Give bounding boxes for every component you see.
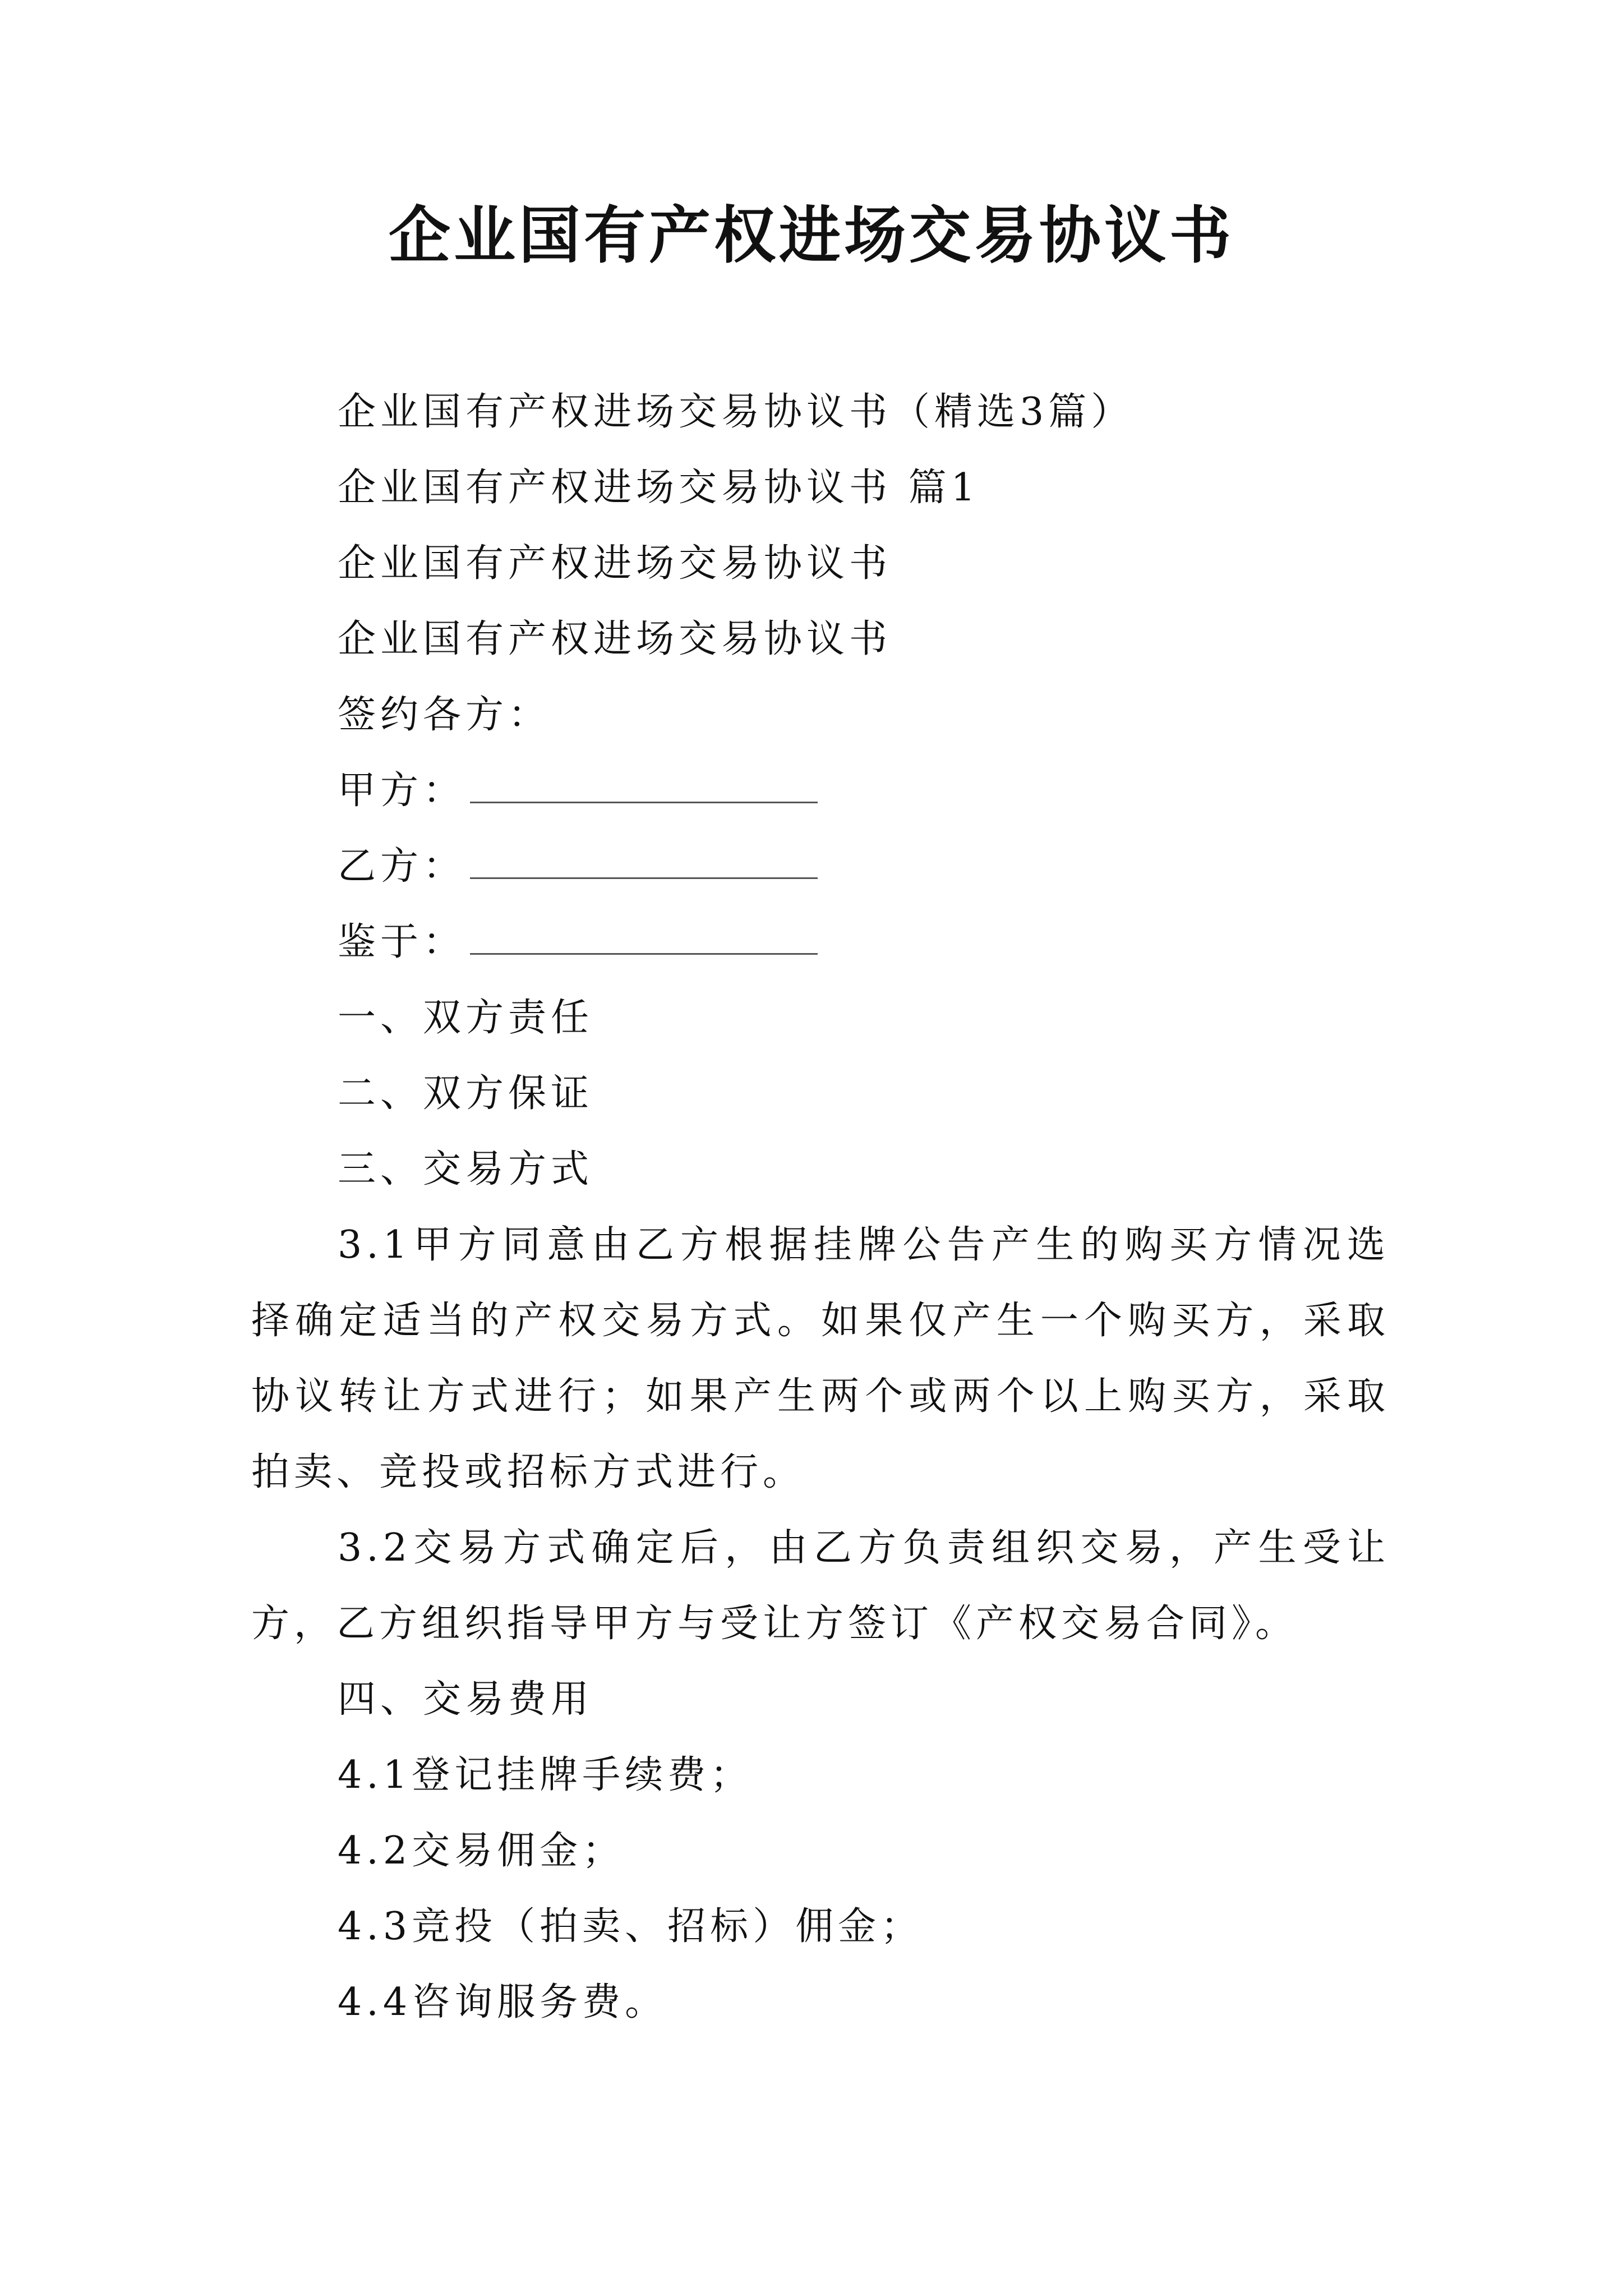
party-a-label: 甲方： bbox=[338, 769, 466, 813]
section-heading: 二、双方保证 bbox=[338, 1071, 594, 1116]
party-b-label: 乙方： bbox=[338, 844, 466, 889]
clause-4-1: 4.1登记挂牌手续费； bbox=[338, 1753, 753, 1797]
parties-label: 签约各方： bbox=[338, 693, 551, 737]
clause-4-3: 4.3竞投（拍卖、招标）佣金； bbox=[338, 1904, 924, 1949]
repeat-title: 企业国有产权进场交易协议书 bbox=[338, 541, 892, 586]
section-heading: 四、交易费用 bbox=[338, 1677, 594, 1722]
repeat-title: 企业国有产权进场交易协议书 bbox=[338, 617, 892, 661]
document-subtitle: 企业国有产权进场交易协议书（精选3篇） bbox=[338, 390, 1134, 434]
clause-3-2: 3.2交易方式确定后，由乙方负责组织交易，产生受让方，乙方组织指导甲方与受让方签订《产权交易合同》。 bbox=[251, 1526, 1390, 1646]
party-b-line bbox=[338, 839, 818, 895]
whereas-line bbox=[338, 914, 818, 970]
chapter-heading: 企业国有产权进场交易协议书 篇1 bbox=[338, 466, 980, 510]
party-b-blank bbox=[470, 845, 818, 879]
clause-4-4: 4.4咨询服务费。 bbox=[338, 1980, 668, 2024]
section-heading: 三、交易方式 bbox=[338, 1147, 594, 1191]
clause-3-1: 3.1甲方同意由乙方根据挂牌公告产生的购买方情况选择确定适当的产权交易方式。如果仅产生一个购买方，采取协议转让方式进行；如果产生两个或两个以上购买方，采取拍卖、竞投或招标方式进行。 bbox=[251, 1223, 1390, 1494]
party-a-blank bbox=[470, 769, 818, 803]
clause-4-2: 4.2交易佣金； bbox=[338, 1829, 625, 1873]
party-a-line bbox=[338, 763, 818, 819]
document-title: 企业国有产权进场交易协议书 bbox=[389, 199, 1234, 272]
whereas-blank bbox=[470, 921, 818, 955]
whereas-label: 鉴于： bbox=[338, 920, 466, 964]
section-heading: 一、双方责任 bbox=[338, 996, 594, 1040]
